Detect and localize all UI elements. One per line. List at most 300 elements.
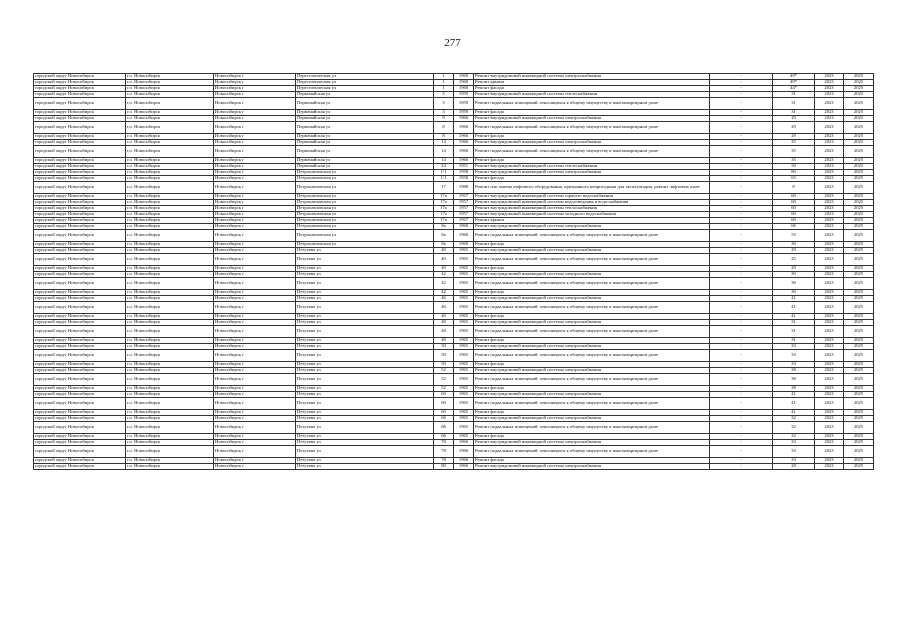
year-start-cell: 2023 — [815, 350, 844, 362]
street-cell: Петропавловская ул — [296, 200, 434, 206]
city-cell: Новосибирск г — [214, 158, 296, 164]
house-number-cell: 46 — [434, 296, 454, 302]
house-number-cell: 42 — [434, 290, 454, 296]
year-end-cell: 2025 — [844, 374, 874, 386]
dash-cell: - — [710, 350, 773, 362]
municipality-cell: городской округ Новосибирск — [34, 146, 126, 158]
value-cell: 32 — [773, 422, 815, 434]
dash-cell: - — [710, 176, 773, 182]
dash-cell: - — [710, 194, 773, 200]
district-cell: г.о. Новосибирск — [126, 74, 214, 80]
table-row — [34, 182, 874, 194]
municipality-cell: городской округ Новосибирск — [34, 326, 126, 338]
city-cell: Новосибирск г — [214, 134, 296, 140]
district-cell: г.о. Новосибирск — [126, 98, 214, 110]
year-start-cell: 2023 — [815, 344, 844, 350]
year-end-cell: 2025 — [844, 434, 874, 440]
work-type-cell: Ремонт внутридомовой инженерной системы электроснабжения — [474, 368, 710, 374]
dash-cell: - — [710, 278, 773, 290]
house-number-cell: 14 — [434, 158, 454, 164]
work-type-cell: Ремонт внутридомовой инженерной системы электроснабжения — [474, 140, 710, 146]
work-type-cell: Ремонт подвальных помещений, относящихся к общему имуществу в многоквартирном доме — [474, 278, 710, 290]
house-number-cell: 17а — [434, 212, 454, 218]
district-cell: г.о. Новосибирск — [126, 224, 214, 230]
municipality-cell: городской округ Новосибирск — [34, 392, 126, 398]
house-number-cell: 17 — [434, 182, 454, 194]
street-cell: Петухова ул — [296, 296, 434, 302]
work-type-cell: Ремонт внутридомовой инженерной системы электроснабжения — [474, 224, 710, 230]
build-year-cell: 1966 — [454, 446, 474, 458]
year-end-cell: 2025 — [844, 422, 874, 434]
value-cell: 35 — [773, 158, 815, 164]
value-cell: 28 — [773, 464, 815, 470]
work-type-cell: Ремонт фасада — [474, 242, 710, 248]
build-year-cell: 1965 — [454, 248, 474, 254]
work-type-cell: Ремонт крыши — [474, 80, 710, 86]
year-start-cell: 2023 — [815, 212, 844, 218]
city-cell: Новосибирск г — [214, 350, 296, 362]
year-end-cell: 2025 — [844, 254, 874, 266]
district-cell: г.о. Новосибирск — [126, 458, 214, 464]
municipality-cell: городской округ Новосибирск — [34, 302, 126, 314]
street-cell: Петухова ул — [296, 248, 434, 254]
street-cell: Петропавловская ул — [296, 176, 434, 182]
district-cell: г.о. Новосибирск — [126, 254, 214, 266]
year-end-cell: 2025 — [844, 182, 874, 194]
dash-cell: - — [710, 440, 773, 446]
build-year-cell: 1966 — [454, 464, 474, 470]
district-cell: г.о. Новосибирск — [126, 338, 214, 344]
year-start-cell: 2023 — [815, 116, 844, 122]
build-year-cell: 1960 — [454, 224, 474, 230]
municipality-cell: городской округ Новосибирск — [34, 248, 126, 254]
district-cell: г.о. Новосибирск — [126, 116, 214, 122]
district-cell: г.о. Новосибирск — [126, 134, 214, 140]
city-cell: Новосибирск г — [214, 242, 296, 248]
year-start-cell: 2023 — [815, 266, 844, 272]
year-start-cell: 2023 — [815, 446, 844, 458]
district-cell: г.о. Новосибирск — [126, 176, 214, 182]
municipality-cell: городской округ Новосибирск — [34, 290, 126, 296]
value-cell: 60 — [773, 200, 815, 206]
house-number-cell: 52 — [434, 368, 454, 374]
table-row — [34, 278, 874, 290]
year-end-cell: 2025 — [844, 278, 874, 290]
year-start-cell: 2023 — [815, 92, 844, 98]
street-cell: Переселенческая ул — [296, 86, 434, 92]
city-cell: Новосибирск г — [214, 218, 296, 224]
district-cell: г.о. Новосибирск — [126, 446, 214, 458]
value-cell: 80 — [773, 170, 815, 176]
value-cell: 33 — [773, 446, 815, 458]
table-row — [34, 464, 874, 470]
year-end-cell: 2025 — [844, 266, 874, 272]
year-start-cell: 2023 — [815, 134, 844, 140]
house-number-cell: 8а — [434, 224, 454, 230]
year-start-cell: 2023 — [815, 320, 844, 326]
house-number-cell: 60 — [434, 410, 454, 416]
year-end-cell: 2025 — [844, 248, 874, 254]
street-cell: Петухова ул — [296, 398, 434, 410]
dash-cell: - — [710, 200, 773, 206]
street-cell: Переселенческая ул — [296, 74, 434, 80]
municipality-cell: городской округ Новосибирск — [34, 320, 126, 326]
street-cell: Петухова ул — [296, 302, 434, 314]
build-year-cell: 1965 — [454, 290, 474, 296]
district-cell: г.о. Новосибирск — [126, 164, 214, 170]
year-start-cell: 2023 — [815, 392, 844, 398]
house-number-cell: 17а — [434, 194, 454, 200]
city-cell: Новосибирск г — [214, 446, 296, 458]
city-cell: Новосибирск г — [214, 176, 296, 182]
work-type-cell: Ремонт подвальных помещений, относящихся к общему имуществу в многоквартирном доме — [474, 302, 710, 314]
municipality-cell: городской округ Новосибирск — [34, 410, 126, 416]
year-end-cell: 2025 — [844, 86, 874, 92]
year-end-cell: 2025 — [844, 368, 874, 374]
build-year-cell: 1966 — [454, 122, 474, 134]
year-start-cell: 2023 — [815, 254, 844, 266]
year-end-cell: 2025 — [844, 92, 874, 98]
build-year-cell: 1965 — [454, 320, 474, 326]
year-end-cell: 2025 — [844, 218, 874, 224]
district-cell: г.о. Новосибирск — [126, 242, 214, 248]
work-type-cell: Ремонт подвальных помещений, относящихся к общему имуществу в многоквартирном доме — [474, 446, 710, 458]
build-year-cell: 1966 — [454, 146, 474, 158]
year-end-cell: 2025 — [844, 134, 874, 140]
municipality-cell: городской округ Новосибирск — [34, 362, 126, 368]
value-cell: 33 — [773, 344, 815, 350]
year-start-cell: 2023 — [815, 86, 844, 92]
city-cell: Новосибирск г — [214, 230, 296, 242]
city-cell: Новосибирск г — [214, 374, 296, 386]
house-number-cell: 40 — [434, 248, 454, 254]
house-number-cell: 46 — [434, 302, 454, 314]
value-cell: 31 — [773, 92, 815, 98]
house-number-cell: 1 — [434, 86, 454, 92]
work-type-cell: Ремонт внутридомовой инженерной системы электроснабжения — [474, 320, 710, 326]
municipality-cell: городской округ Новосибирск — [34, 80, 126, 86]
municipality-cell: городской округ Новосибирск — [34, 86, 126, 92]
house-number-cell: 17а — [434, 200, 454, 206]
district-cell: г.о. Новосибирск — [126, 416, 214, 422]
work-type-cell: Ремонт подвальных помещений, относящихся к общему имуществу в многоквартирном доме — [474, 422, 710, 434]
dash-cell: - — [710, 242, 773, 248]
municipality-cell: городской округ Новосибирск — [34, 398, 126, 410]
build-year-cell: 1965 — [454, 302, 474, 314]
value-cell: 29 — [773, 266, 815, 272]
year-start-cell: 2023 — [815, 458, 844, 464]
district-cell: г.о. Новосибирск — [126, 326, 214, 338]
dash-cell: - — [710, 80, 773, 86]
year-start-cell: 2023 — [815, 326, 844, 338]
city-cell: Новосибирск г — [214, 410, 296, 416]
municipality-cell: городской округ Новосибирск — [34, 350, 126, 362]
year-start-cell: 2023 — [815, 302, 844, 314]
dash-cell: - — [710, 446, 773, 458]
house-number-cell: 50 — [434, 344, 454, 350]
year-end-cell: 2025 — [844, 230, 874, 242]
city-cell: Новосибирск г — [214, 320, 296, 326]
municipality-cell: городской округ Новосибирск — [34, 416, 126, 422]
build-year-cell: 1951 — [454, 164, 474, 170]
street-cell: Петухова ул — [296, 464, 434, 470]
dash-cell: - — [710, 230, 773, 242]
work-type-cell: Ремонт внутридомовой инженерной системы электроснабжения — [474, 74, 710, 80]
dash-cell: - — [710, 182, 773, 194]
year-end-cell: 2025 — [844, 224, 874, 230]
dash-cell: - — [710, 410, 773, 416]
value-cell: 60 — [773, 212, 815, 218]
year-end-cell: 2025 — [844, 170, 874, 176]
city-cell: Новосибирск г — [214, 206, 296, 212]
municipality-cell: городской округ Новосибирск — [34, 446, 126, 458]
table-row — [34, 446, 874, 458]
year-end-cell: 2025 — [844, 80, 874, 86]
street-cell: Петропавловская ул — [296, 230, 434, 242]
street-cell: Петухова ул — [296, 314, 434, 320]
build-year-cell: 1965 — [454, 326, 474, 338]
dash-cell: - — [710, 140, 773, 146]
city-cell: Новосибирск г — [214, 200, 296, 206]
house-number-cell: 1/1 — [434, 170, 454, 176]
work-type-cell: Ремонт фасада — [474, 338, 710, 344]
year-start-cell: 2023 — [815, 362, 844, 368]
year-end-cell: 2025 — [844, 140, 874, 146]
house-number-cell: 8 — [434, 134, 454, 140]
work-type-cell: Ремонт подвальных помещений, относящихся к общему имуществу в многоквартирном доме — [474, 146, 710, 158]
street-cell: Петухова ул — [296, 440, 434, 446]
city-cell: Новосибирск г — [214, 290, 296, 296]
build-year-cell: 1965 — [454, 296, 474, 302]
work-type-cell: Ремонт фасада — [474, 86, 710, 92]
work-type-cell: Ремонт внутридомовой инженерной системы электроснабжения — [474, 170, 710, 176]
build-year-cell: 1965 — [454, 410, 474, 416]
city-cell: Новосибирск г — [214, 278, 296, 290]
work-type-cell: Ремонт фасада — [474, 134, 710, 140]
year-start-cell: 2023 — [815, 110, 844, 116]
work-type-cell: Ремонт фасада — [474, 386, 710, 392]
register-body — [34, 74, 874, 470]
municipality-cell: городской округ Новосибирск — [34, 272, 126, 278]
city-cell: Новосибирск г — [214, 440, 296, 446]
street-cell: Петухова ул — [296, 416, 434, 422]
district-cell: г.о. Новосибирск — [126, 350, 214, 362]
city-cell: Новосибирск г — [214, 326, 296, 338]
year-start-cell: 2023 — [815, 242, 844, 248]
build-year-cell: 1960 — [454, 80, 474, 86]
value-cell: 31 — [773, 338, 815, 344]
year-start-cell: 2023 — [815, 140, 844, 146]
municipality-cell: городской округ Новосибирск — [34, 176, 126, 182]
district-cell: г.о. Новосибирск — [126, 368, 214, 374]
year-end-cell: 2025 — [844, 194, 874, 200]
value-cell: 41 — [773, 410, 815, 416]
build-year-cell: 1966 — [454, 134, 474, 140]
district-cell: г.о. Новосибирск — [126, 206, 214, 212]
value-cell: 30 — [773, 290, 815, 296]
house-number-cell: 80 — [434, 464, 454, 470]
build-year-cell: 1966 — [454, 140, 474, 146]
work-type-cell: Ремонт внутридомовой инженерной системы теплоснабжения — [474, 92, 710, 98]
dash-cell: - — [710, 266, 773, 272]
house-number-cell: 66 — [434, 416, 454, 422]
work-type-cell: Ремонт внутридомовой инженерной системы холодного водоснабжения — [474, 212, 710, 218]
year-end-cell: 2025 — [844, 200, 874, 206]
city-cell: Новосибирск г — [214, 140, 296, 146]
house-number-cell: 60 — [434, 392, 454, 398]
value-cell: 49* — [773, 80, 815, 86]
municipality-cell: городской округ Новосибирск — [34, 110, 126, 116]
municipality-cell: городской округ Новосибирск — [34, 134, 126, 140]
build-year-cell: 1965 — [454, 386, 474, 392]
work-type-cell: Ремонт фасада — [474, 314, 710, 320]
value-cell: 60 — [773, 206, 815, 212]
value-cell: 38 — [773, 386, 815, 392]
table-row — [34, 254, 874, 266]
year-start-cell: 2023 — [815, 422, 844, 434]
street-cell: Первомайская ул — [296, 164, 434, 170]
city-cell: Новосибирск г — [214, 392, 296, 398]
district-cell: г.о. Новосибирск — [126, 170, 214, 176]
street-cell: Первомайская ул — [296, 134, 434, 140]
street-cell: Петухова ул — [296, 368, 434, 374]
value-cell: 41 — [773, 296, 815, 302]
city-cell: Новосибирск г — [214, 398, 296, 410]
district-cell: г.о. Новосибирск — [126, 86, 214, 92]
year-start-cell: 2023 — [815, 314, 844, 320]
district-cell: г.о. Новосибирск — [126, 122, 214, 134]
year-end-cell: 2025 — [844, 362, 874, 368]
year-start-cell: 2023 — [815, 386, 844, 392]
district-cell: г.о. Новосибирск — [126, 422, 214, 434]
value-cell: 49* — [773, 74, 815, 80]
dash-cell: - — [710, 422, 773, 434]
year-start-cell: 2023 — [815, 398, 844, 410]
value-cell: 41 — [773, 392, 815, 398]
year-end-cell: 2025 — [844, 350, 874, 362]
house-number-cell: 1 — [434, 74, 454, 80]
value-cell: 31 — [773, 326, 815, 338]
year-end-cell: 2025 — [844, 290, 874, 296]
year-start-cell: 2023 — [815, 290, 844, 296]
district-cell: г.о. Новосибирск — [126, 320, 214, 326]
city-cell: Новосибирск г — [214, 266, 296, 272]
street-cell: Петухова ул — [296, 344, 434, 350]
build-year-cell: 1957 — [454, 218, 474, 224]
dash-cell: - — [710, 314, 773, 320]
district-cell: г.о. Новосибирск — [126, 218, 214, 224]
district-cell: г.о. Новосибирск — [126, 110, 214, 116]
value-cell: 33 — [773, 440, 815, 446]
municipality-cell: городской округ Новосибирск — [34, 98, 126, 110]
value-cell: 35 — [773, 146, 815, 158]
city-cell: Новосибирск г — [214, 386, 296, 392]
street-cell: Петропавловская ул — [296, 218, 434, 224]
city-cell: Новосибирск г — [214, 164, 296, 170]
municipality-cell: городской округ Новосибирск — [34, 74, 126, 80]
year-start-cell: 2023 — [815, 368, 844, 374]
year-end-cell: 2025 — [844, 146, 874, 158]
build-year-cell: 1966 — [454, 116, 474, 122]
district-cell: г.о. Новосибирск — [126, 92, 214, 98]
year-start-cell: 2023 — [815, 206, 844, 212]
street-cell: Петухова ул — [296, 434, 434, 440]
table-row — [34, 350, 874, 362]
year-start-cell: 2023 — [815, 98, 844, 110]
district-cell: г.о. Новосибирск — [126, 248, 214, 254]
year-start-cell: 2023 — [815, 164, 844, 170]
value-cell: 29 — [773, 134, 815, 140]
year-start-cell: 2023 — [815, 434, 844, 440]
house-number-cell: 8 — [434, 116, 454, 122]
house-number-cell: 50 — [434, 350, 454, 362]
dash-cell: - — [710, 392, 773, 398]
dash-cell: - — [710, 344, 773, 350]
house-number-cell: 50 — [434, 362, 454, 368]
work-type-cell: Ремонт внутридомовой инженерной системы электроснабжения — [474, 440, 710, 446]
work-type-cell: Ремонт подвальных помещений, относящихся к общему имуществу в многоквартирном доме — [474, 230, 710, 242]
dash-cell: - — [710, 206, 773, 212]
dash-cell: - — [710, 98, 773, 110]
year-start-cell: 2023 — [815, 296, 844, 302]
year-start-cell: 2023 — [815, 146, 844, 158]
value-cell: 33 — [773, 350, 815, 362]
value-cell: 66 — [773, 224, 815, 230]
year-start-cell: 2023 — [815, 278, 844, 290]
house-number-cell: 14 — [434, 146, 454, 158]
build-year-cell: 1965 — [454, 416, 474, 422]
year-end-cell: 2025 — [844, 74, 874, 80]
district-cell: г.о. Новосибирск — [126, 392, 214, 398]
house-number-cell: 14 — [434, 140, 454, 146]
city-cell: Новосибирск г — [214, 74, 296, 80]
year-end-cell: 2025 — [844, 314, 874, 320]
house-number-cell: 3/2 — [434, 164, 454, 170]
build-year-cell: 1966 — [454, 158, 474, 164]
table-row — [34, 122, 874, 134]
work-type-cell: Ремонт фасада — [474, 110, 710, 116]
value-cell: 41 — [773, 302, 815, 314]
district-cell: г.о. Новосибирск — [126, 158, 214, 164]
year-end-cell: 2025 — [844, 206, 874, 212]
build-year-cell: 1965 — [454, 344, 474, 350]
build-year-cell: 1965 — [454, 314, 474, 320]
street-cell: Первомайская ул — [296, 98, 434, 110]
dash-cell: - — [710, 374, 773, 386]
work-type-cell: Ремонт подвальных помещений, относящихся к общему имуществу в многоквартирном доме — [474, 398, 710, 410]
dash-cell: - — [710, 158, 773, 164]
value-cell: 41 — [773, 314, 815, 320]
dash-cell: - — [710, 92, 773, 98]
street-cell: Первомайская ул — [296, 116, 434, 122]
dash-cell: - — [710, 296, 773, 302]
work-type-cell: Ремонт внутридомовой инженерной системы теплоснабжения — [474, 164, 710, 170]
dash-cell: - — [710, 458, 773, 464]
dash-cell: - — [710, 212, 773, 218]
house-number-cell: 52 — [434, 386, 454, 392]
year-end-cell: 2025 — [844, 446, 874, 458]
table-row — [34, 302, 874, 314]
street-cell: Петухова ул — [296, 458, 434, 464]
year-end-cell: 2025 — [844, 416, 874, 422]
dash-cell: - — [710, 290, 773, 296]
municipality-cell: городской округ Новосибирск — [34, 464, 126, 470]
municipality-cell: городской округ Новосибирск — [34, 422, 126, 434]
year-end-cell: 2025 — [844, 458, 874, 464]
street-cell: Переселенческая ул — [296, 80, 434, 86]
value-cell: 33 — [773, 362, 815, 368]
street-cell: Петухова ул — [296, 278, 434, 290]
